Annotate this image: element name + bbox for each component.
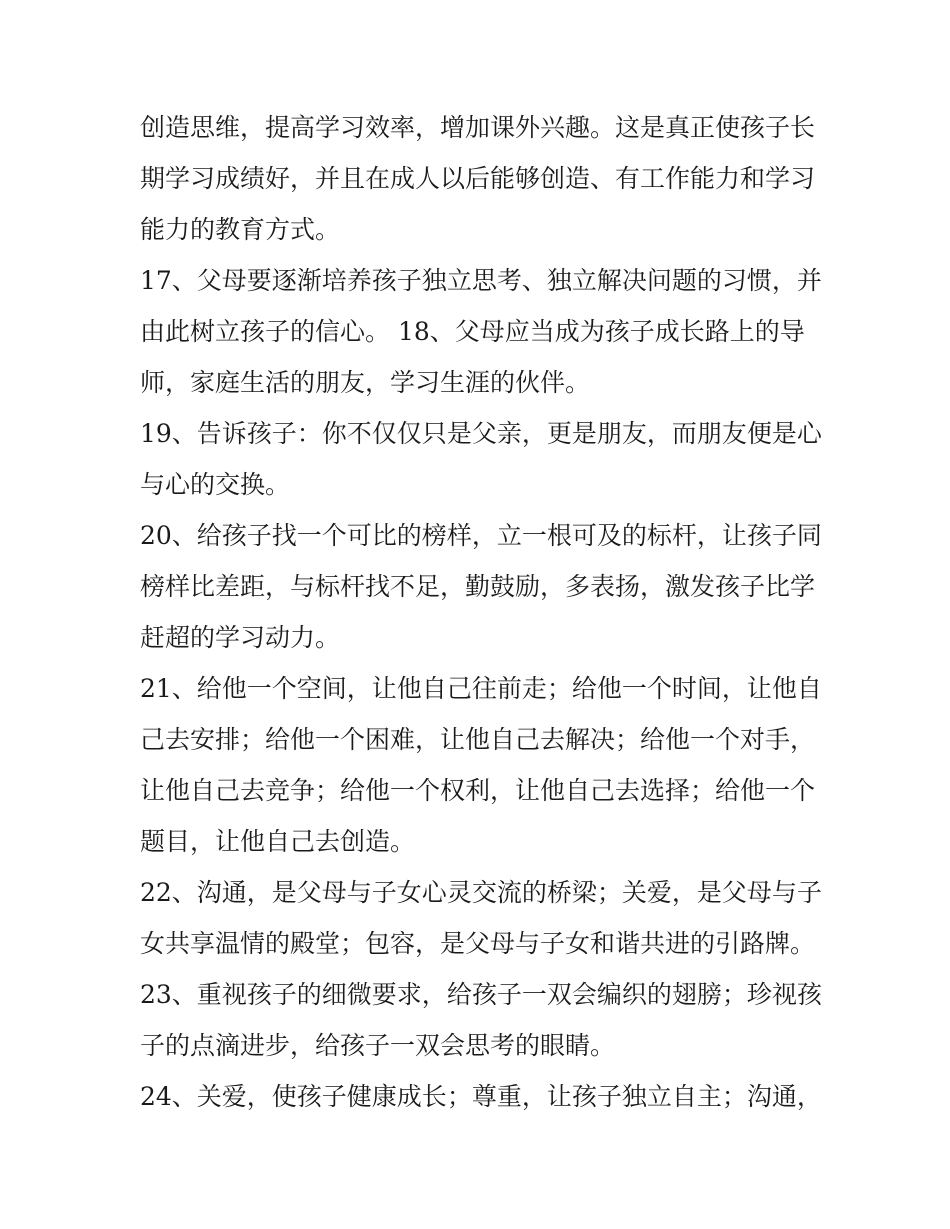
text-line: 赶超的学习动力。 [140,623,341,652]
text-line: 女共享温情的殿堂；包容，是父母与子女和谐共进的引路牌。 [140,929,816,958]
paragraph-item-24 [140,1071,820,1122]
paragraph-item-17-18 [140,255,820,408]
paragraph-item-19 [140,408,820,510]
text-line: 能力的教育方式。 [140,215,341,244]
text-line: 17、父母要逐渐培养孩子独立思考、独立解决问题的习惯，并 [140,266,822,295]
text-line: 22、沟通，是父母与子女心灵交流的桥梁；关爱，是父母与子 [140,878,822,907]
paragraph-item-22 [140,867,820,969]
text-line: 己去安排；给他一个困难，让他自己去解决；给他一个对手， [140,725,816,754]
paragraph-item-20 [140,510,820,663]
text-line: 24、关爱，使孩子健康成长；尊重，让孩子独立自主；沟通， [140,1082,822,1111]
text-line: 期学习成绩好，并且在成人以后能够创造、有工作能力和学习 [140,164,816,193]
text-line: 让他自己去竞争；给他一个权利，让他自己去选择；给他一个 [140,776,816,805]
text-line: 20、给孩子找一个可比的榜样，立一根可及的标杆，让孩子同 [140,521,822,550]
text-line: 21、给他一个空间，让他自己往前走；给他一个时间，让他自 [140,674,822,703]
text-line: 题目，让他自己去创造。 [140,827,416,856]
body-text [140,102,820,1122]
text-line: 榜样比差距，与标杆找不足，勤鼓励，多表扬，激发孩子比学 [140,572,816,601]
text-line: 师，家庭生活的朋友，学习生涯的伙伴。 [140,368,591,397]
paragraph-item-23 [140,969,820,1071]
text-line: 由此树立孩子的信心。 18、父母应当成为孩子成长路上的导 [140,317,805,346]
text-line: 19、告诉孩子：你不仅仅只是父亲，更是朋友，而朋友便是心 [140,419,822,448]
paragraph-item-21 [140,663,820,867]
text-line: 子的点滴进步，给孩子一双会思考的眼睛。 [140,1031,616,1060]
text-line: 创造思维，提高学习效率，增加课外兴趣。这是真正使孩子长 [140,113,816,142]
paragraph-intro-continuation [140,102,820,255]
text-line: 23、重视孩子的细微要求，给孩子一双会编织的翅膀；珍视孩 [140,980,822,1009]
text-line: 与心的交换。 [140,470,291,499]
